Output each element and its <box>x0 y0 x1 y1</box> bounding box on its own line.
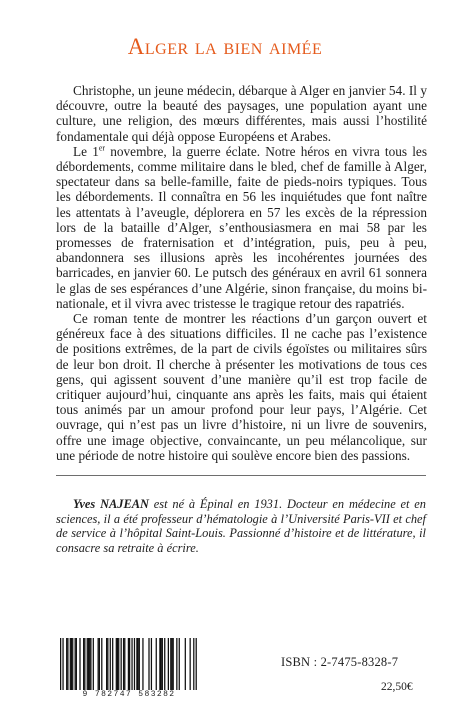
barcode-bar <box>116 638 117 690</box>
barcode-bar <box>164 638 165 690</box>
barcode-bar <box>196 638 197 690</box>
barcode-bar <box>79 638 80 690</box>
barcode-bar <box>168 638 169 690</box>
barcode-bar <box>72 638 73 690</box>
barcode-bar <box>185 638 186 690</box>
barcode-bar <box>84 638 85 690</box>
summary-paragraph-2 <box>56 144 427 311</box>
barcode-bar <box>142 638 143 690</box>
barcode-bar <box>60 638 61 690</box>
barcode-bar <box>71 638 72 690</box>
barcode-bar <box>128 638 129 690</box>
barcode-bars <box>60 638 198 690</box>
summary-paragraph-2-start: Le 1 <box>73 143 99 159</box>
barcode-bar <box>112 638 113 690</box>
barcode-bar <box>139 638 140 690</box>
barcode-bar <box>136 638 137 690</box>
barcode-bar <box>87 638 88 690</box>
barcode-bar <box>99 638 100 690</box>
barcode-bar <box>124 638 125 690</box>
author-bio-text: est né à Épinal en 1931. Docteur en médecine et en sciences, il a été professeur d’hématologie à l’Université Paris-VII et chef de service à l’hôpital Saint-Louis. Passionné d’histoire et de littérature, il consacre sa retraite à écrire. <box>56 497 427 555</box>
barcode-bar <box>179 638 180 690</box>
barcode-bar <box>110 638 111 690</box>
barcode-bar <box>75 638 76 690</box>
barcode-bar <box>88 638 89 690</box>
summary-paragraph-3: Ce roman tente de montrer les réactions d’un garçon ouvert et généreux face à des situations difficiles. Il ne cache pas l’existence de positions extrêmes, de la part de civils égoïstes ou militaires sûrs de leur bon droit. Il cherche à présenter les motivations de tous ces gens, qui agissent souvent d’une manière qu’il est trop facile de critiquer aujourd’hui, cinquante ans après les faits, mais qui étaient tous animés par un amour profond pour leur pays, l’Algérie. Cet ouvrage, qui n’est pas un livre d’histoire, ni un livre de souvenirs, offre une image objective, convaincante, un peu mélancolique, sur une période de notre histoire qui soulève encore bien des passions. <box>56 311 427 463</box>
barcode-bar <box>193 638 194 690</box>
ordinal-superscript: er <box>98 143 106 153</box>
summary-paragraph-2-rest: novembre, la guerre éclate. Notre héros en vivra tous les débordements, comme militaire dans le bled, chef de famille à Alger, spectateur dans sa belle-famille, faite de pieds-noirs typiques. Tous les débordements. Il connaîtra en 56 les inquiétudes que font naître les attentats à l’aveugle, déplorera en 57 les excès de la répression lors de la bataille d’Alger, s’enthousiasmera en mai 58 par les promesses de fraternisation et d’intégration, puis, peu à peu, abandonnera ses illusions après les incohérentes journées des barricades, en janvier 60. Le putsch des généraux en avril 61 sonnera le glas de ses espérances d’une Algérie, sinon française, du moins bi-nationale, et il vivra avec tristesse le tragique retour des rapatriés. <box>56 143 427 311</box>
barcode-bar <box>90 638 91 690</box>
barcode-bar <box>160 638 161 690</box>
barcode-bar <box>89 638 90 690</box>
price: 22,50€ <box>381 681 413 693</box>
section-divider <box>56 475 426 476</box>
barcode-bar <box>176 638 177 690</box>
barcode-bar <box>98 638 99 690</box>
barcode-bar <box>67 638 68 690</box>
barcode-bar <box>131 638 132 690</box>
barcode-digits: 9 782747 583282 <box>82 690 176 699</box>
barcode-bar <box>171 638 172 690</box>
barcode-bar <box>151 638 152 690</box>
barcode-bar <box>162 638 163 690</box>
book-title: Alger la bien aimée <box>127 34 323 59</box>
barcode-bar <box>190 638 191 690</box>
barcode-bar <box>123 638 124 690</box>
author-name: Yves NAJEAN <box>73 497 149 511</box>
barcode-bar <box>134 638 135 690</box>
isbn-number: ISBN : 2-7475-8328-7 <box>281 655 399 669</box>
author-biography <box>56 497 426 555</box>
barcode-bar <box>62 638 63 690</box>
barcode-bar <box>156 638 157 690</box>
barcode-bar <box>137 638 138 690</box>
barcode-bar <box>93 638 94 690</box>
barcode-bar <box>76 638 77 690</box>
barcode-bar <box>118 638 119 690</box>
back-cover-summary <box>56 83 427 463</box>
barcode-bar <box>101 638 102 690</box>
barcode-bar <box>70 638 71 690</box>
barcode-bar <box>117 638 118 690</box>
barcode-bar <box>159 638 160 690</box>
barcode-bar <box>121 638 122 690</box>
barcode-bar <box>66 638 67 690</box>
barcode-bar <box>106 638 107 690</box>
barcode-bar <box>107 638 108 690</box>
barcode <box>60 638 198 700</box>
summary-paragraph-1: Christophe, un jeune médecin, débarque à Alger en janvier 54. Il y découvre, outre la beauté des paysages, une population ayant une culture, une religion, des mœurs différentes, mais aussi l’hostilité fondamentale qui déjà oppose Européens et Arabes. <box>56 83 427 144</box>
barcode-bar <box>148 638 149 690</box>
barcode-bar <box>129 638 130 690</box>
barcode-bar <box>173 638 174 690</box>
barcode-bar <box>83 638 84 690</box>
barcode-bar <box>170 638 171 690</box>
